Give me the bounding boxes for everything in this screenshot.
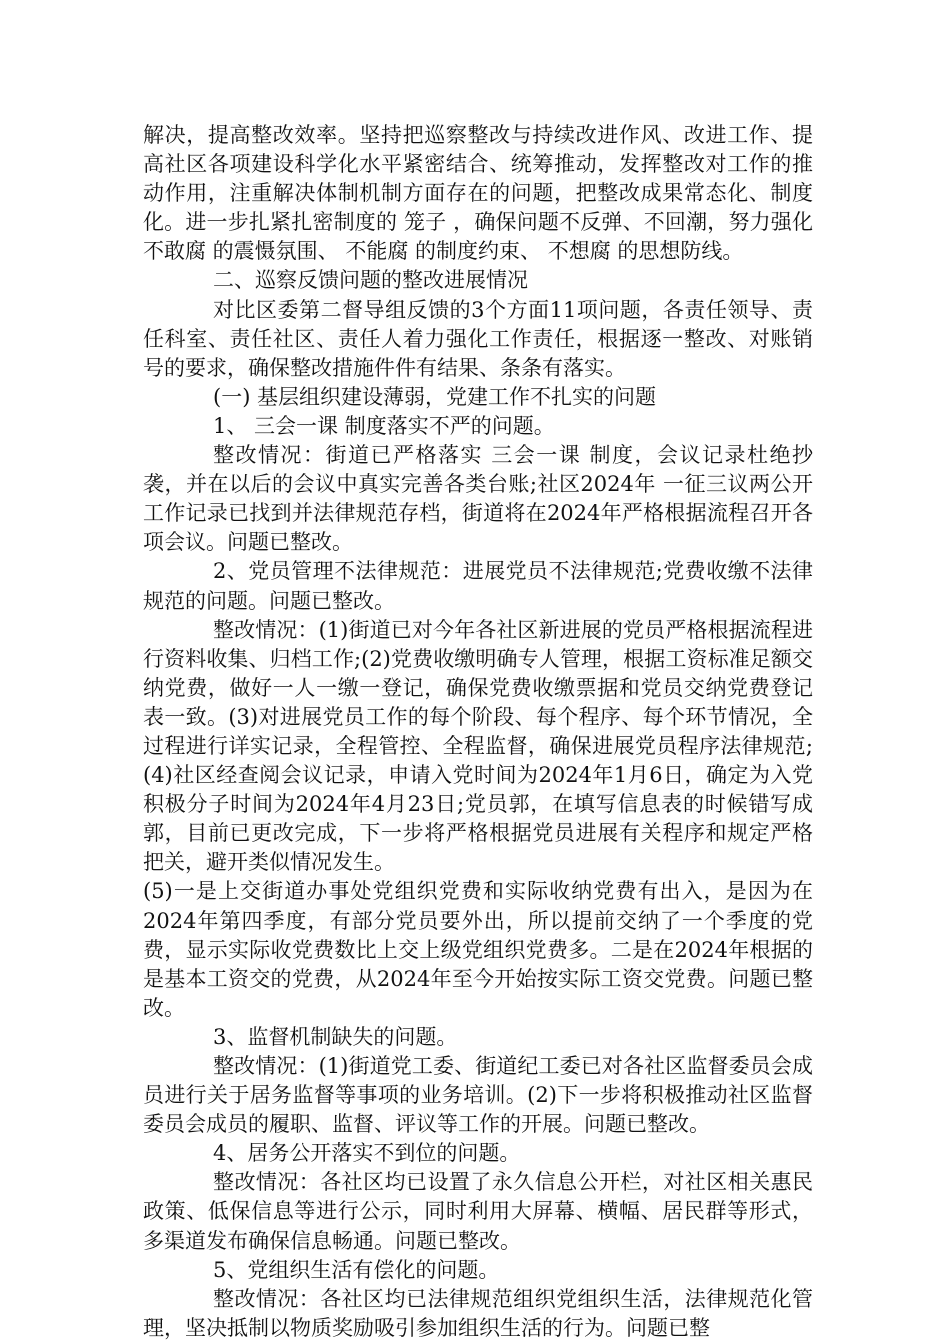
item-2-title: 2、党员管理不法律规范：进展党员不法律规范;党费收缴不法律规范的问题。问题已整改。 [143,559,813,613]
subsection-heading: (一) 基层组织建设薄弱，党建工作不扎实的问题 [213,384,657,409]
item-2-rectification: 整改情况：(1)街道已对今年各社区新进展的党员严格根据流程进行资料收集、归档工作;(2)党费收缴明确专人管理，根据工资标准足额交纳党费，做好一人一缴一登记，确保党费收缴票据和党员交纳党费登记表一致。(3)对进展党员工作的每个阶段、每个程序、每个环节情况，全过程进行详实记录，全程管控、全程监督，确保进展党员程序法律规范;(4)社区经查阅会议记录，申请入党时间为2024年1月6日，确定为入党积极分子时间为2024年4月23日;党员郭，在填写信息表的时候错写成郭，目前已更改完成，下一步将严格根据党员进展有关程序和规定严格把关，避开类似情况发生。 [143,617,813,875]
item-3-rectification: 整改情况：(1)街道党工委、街道纪工委已对各社区监督委员会成员进行关于居务监督等事项的业务培训。(2)下一步将积极推动社区监督委员会成员的履职、监督、评议等工作的开展。问题已整改。 [143,1054,813,1137]
item-5-title: 5、党组织生活有偿化的问题。 [213,1257,500,1282]
paragraph-intro: 解决，提高整改效率。坚持把巡察整改与持续改进作风、改进工作、提高社区各项建设科学化水平紧密结合、统筹推动，发挥整改对工作的推动作用，注重解决体制机制方面存在的问题，把整改成果常态化、制度化。进一步扎紧扎密制度的 笼子 ，确保问题不反弹、不回潮，努力强化 不敢腐 的震慑氛围、 不能腐 的制度约束、 不想腐 的思想防线。 [143,123,813,264]
item-4-rectification: 整改情况：各社区均已设置了永久信息公开栏，对社区相关惠民政策、低保信息等进行公示，同时利用大屏幕、横幅、居民群等形式，多渠道发布确保信息畅通。问题已整改。 [143,1170,813,1253]
item-3-title: 3、监督机制缺失的问题。 [213,1024,458,1049]
item-1-rectification: 整改情况：街道已严格落实 三会一课 制度，会议记录杜绝抄袭，并在以后的会议中真实完善各类台账;社区2024年 一征三议两公开 工作记录已找到并法律规范存档，街道将在2024年严格根据流程召开各项会议。问题已整改。 [143,443,813,555]
section-heading: 二、巡察反馈问题的整改进展情况 [213,268,528,293]
item-4-title: 4、居务公开落实不到位的问题。 [213,1141,521,1166]
item-5-rectification: 整改情况：各社区均已法律规范组织党组织生活，法律规范化管理，坚决抵制以物质奖励吸引参加组织生活的行为。问题已整 [143,1286,813,1340]
document-page [143,121,813,1343]
item-1-title: 1、 三会一课 制度落实不严的问题。 [213,413,555,438]
paragraph-overview: 对比区委第二督导组反馈的3个方面11项问题，各责任领导、责任科室、责任社区、责任人着力强化工作责任，根据逐一整改、对账销号的要求，确保整改措施件件有结果、条条有落实。 [143,297,813,380]
item-2-rectification-continued: (5)一是上交街道办事处党组织党费和实际收纳党费有出入，是因为在2024年第四季度，有部分党员要外出，所以提前交纳了一个季度的党费，显示实际收党费数比上交上级党组织党费多。二是在2024年根据的是基本工资交的党费，从2024年至今开始按实际工资交党费。问题已整改。 [143,879,813,1020]
